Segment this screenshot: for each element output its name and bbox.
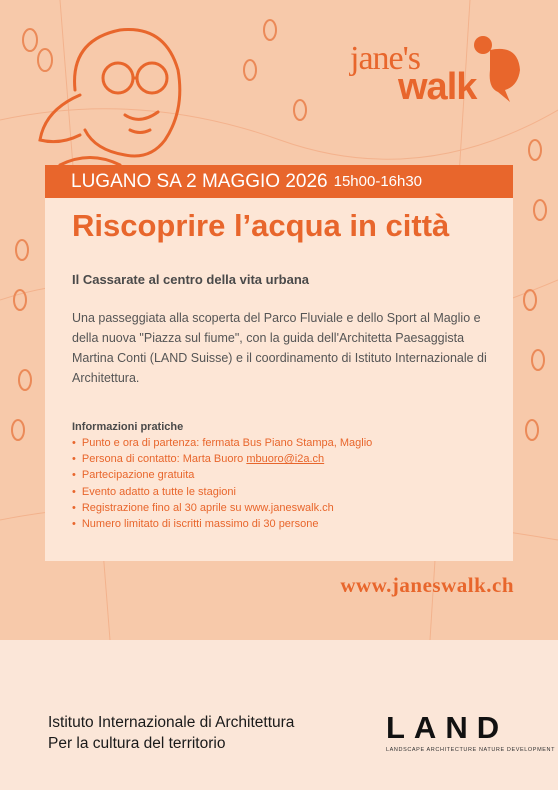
- event-card: [45, 198, 513, 561]
- date-banner: [45, 165, 513, 198]
- list-item: • Persona di contatto: Marta Buoro mbuoro@i2a.ch: [72, 451, 372, 467]
- portrait-illustration: [40, 30, 180, 166]
- list-item: • Partecipazione gratuita: [72, 467, 372, 483]
- list-item: • Numero limitato di iscritti massimo di 30 persone: [72, 516, 372, 532]
- event-title: Riscoprire l’acqua in città: [72, 208, 450, 243]
- org-line-1: Istituto Internazionale di Architettura: [48, 714, 295, 731]
- land-logo: [386, 710, 556, 753]
- logo-janes-text: jane's: [350, 40, 420, 77]
- info-heading: Informazioni pratiche: [72, 421, 184, 433]
- janes-walk-logo: [340, 30, 530, 110]
- land-tagline: LANDSCAPE ARCHITECTURE NATURE DEVELOPMENT: [386, 747, 556, 753]
- land-wordmark: LAND: [386, 710, 509, 745]
- list-item: • Evento adatto a tutte le stagioni: [72, 484, 372, 500]
- logo-walk-text: walk: [398, 66, 477, 108]
- organization-name: [48, 712, 294, 754]
- list-item: • Registrazione fino al 30 aprile su www.janeswalk.ch: [72, 500, 372, 516]
- website-link[interactable]: www.janeswalk.ch: [340, 573, 514, 597]
- contact-email-link[interactable]: mbuoro@i2a.ch: [246, 453, 325, 466]
- event-subtitle: Il Cassarate al centro della vita urbana: [72, 272, 309, 287]
- list-item: • Punto e ora di partenza: fermata Bus Piano Stampa, Maglio: [72, 435, 372, 451]
- event-time: 15h00-16h30: [333, 173, 423, 190]
- info-list: [72, 435, 372, 532]
- event-date: LUGANO SA 2 MAGGIO 2026: [71, 170, 328, 192]
- org-line-2: Per la cultura del territorio: [48, 735, 226, 752]
- event-description: Una passeggiata alla scoperta del Parco Fluviale e dello Sport al Maglio e della nuova "Piazza sul fiume", con la guida dell'Architetta Paesaggista Martina Conti (LAND Suisse) e il coordinamento di Istituto Internazionale di Architettura.: [72, 311, 487, 385]
